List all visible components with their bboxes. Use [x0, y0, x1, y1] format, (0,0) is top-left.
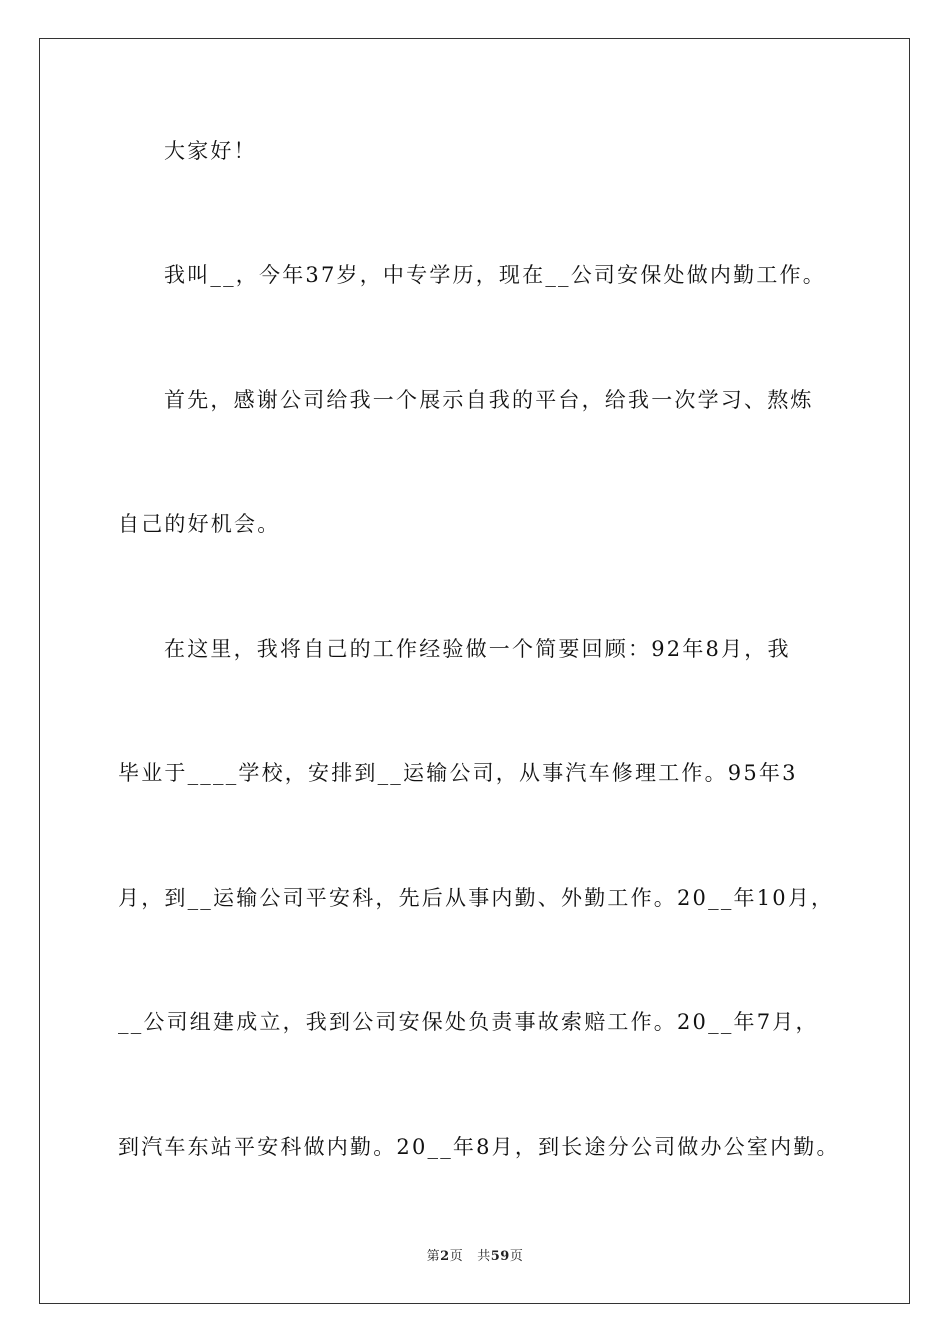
review-line-4: __公司组建成立，我到公司安保处负责事故索赔工作。20__年7月，	[118, 1010, 819, 1034]
thanks-line-2: 自己的好机会。	[118, 512, 281, 536]
review-line-5: 到汽车东站平安科做内勤。20__年8月，到长途分公司做办公室内勤。	[118, 1135, 840, 1159]
thanks-line-1: 首先，感谢公司给我一个展示自我的平台，给我一次学习、熬炼	[164, 388, 814, 412]
greeting-line: 大家好！	[164, 139, 257, 163]
page-frame	[39, 38, 910, 1304]
review-line-1: 在这里，我将自己的工作经验做一个简要回顾：92年8月，我	[164, 637, 791, 661]
page-footer	[0, 1245, 950, 1264]
review-line-2: 毕业于____学校，安排到__运输公司，从事汽车修理工作。95年3	[118, 761, 798, 785]
page-number: 2	[440, 1249, 450, 1264]
intro-line: 我叫__，今年37岁，中专学历，现在__公司安保处做内勤工作。	[164, 263, 826, 287]
total-suffix: 页	[509, 1249, 524, 1264]
total-prefix: 共	[477, 1249, 491, 1264]
review-line-3: 月，到__运输公司平安科，先后从事内勤、外勤工作。20__年10月，	[118, 886, 835, 910]
total-pages: 59	[490, 1249, 510, 1264]
page-prefix: 第	[426, 1249, 441, 1264]
page-suffix: 页	[449, 1249, 464, 1264]
